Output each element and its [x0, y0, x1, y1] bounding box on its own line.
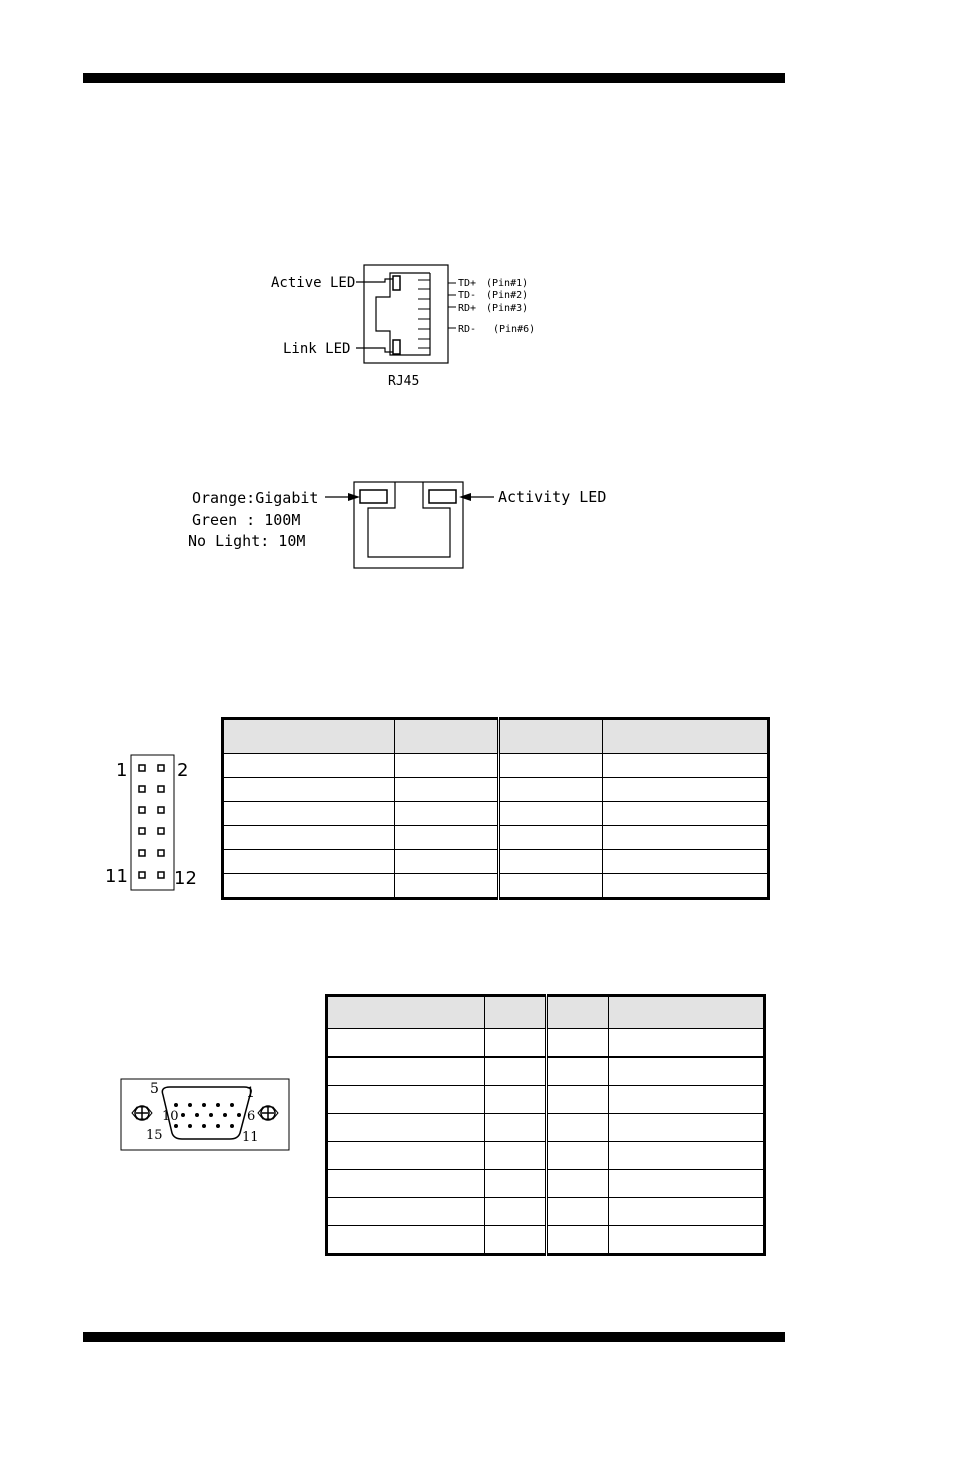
- vga-pin10-label: 10: [162, 1109, 179, 1124]
- speed-line-10m: No Light: 10M: [188, 532, 306, 550]
- activity-arrow: [459, 493, 494, 501]
- pin6-number: (Pin#6): [493, 324, 536, 335]
- rj45-pin-diagram: [260, 255, 560, 395]
- header-12pin-diagram: [100, 750, 210, 900]
- pin1-label: 1: [116, 760, 128, 781]
- vga-pins: [174, 1103, 241, 1128]
- vga-pin5-label: 5: [150, 1081, 159, 1097]
- pin3-number: (Pin#3): [486, 303, 529, 314]
- header-cell: [609, 996, 765, 1029]
- table-header-row: [223, 719, 769, 754]
- table-row: [327, 1170, 765, 1198]
- table-row: [327, 1029, 765, 1058]
- table-row: [223, 850, 769, 874]
- pin11-label: 11: [105, 866, 128, 887]
- speed-led-box: [360, 490, 387, 503]
- table-header-row: [327, 996, 765, 1029]
- active-led-label: Active LED: [271, 275, 356, 291]
- speed-line-100m: Green : 100M: [192, 511, 301, 529]
- table-row: [327, 1057, 765, 1086]
- table-row: [223, 826, 769, 850]
- contact-lines: [418, 280, 430, 348]
- header-cell: [499, 719, 603, 754]
- table-row: [223, 778, 769, 802]
- table-row: [327, 1114, 765, 1142]
- table-row: [327, 1198, 765, 1226]
- vga-connector-diagram: [118, 1075, 294, 1155]
- rj45-label: RJ45: [388, 374, 420, 389]
- header-cell: [327, 996, 485, 1029]
- header-cell: [395, 719, 499, 754]
- pin2-signal: TD-: [458, 290, 477, 301]
- vga-pin1-label: 1: [246, 1085, 255, 1101]
- table-row: [223, 754, 769, 778]
- pin1-signal: TD+: [458, 278, 477, 289]
- vga-pin11-label: 11: [242, 1130, 259, 1145]
- header-pins: [139, 765, 164, 878]
- activity-led-box: [429, 490, 456, 503]
- vga-pin15-label: 15: [146, 1128, 163, 1143]
- rj45-led-diagram: [180, 475, 620, 575]
- header-cell: [485, 996, 547, 1029]
- vga-pin6-label: 6: [247, 1109, 256, 1124]
- jack-opening: [368, 482, 450, 557]
- speed-line-gigabit: Orange:Gigabit: [192, 489, 319, 507]
- jack-body: [354, 482, 463, 568]
- table-row: [327, 1142, 765, 1170]
- rj45-jack-outline: [376, 273, 430, 355]
- pin3-signal: RD+: [458, 303, 477, 314]
- active-led-box: [393, 276, 400, 290]
- pin1-number: (Pin#1): [486, 278, 529, 289]
- pin2-label: 2: [177, 760, 189, 781]
- screw-left-icon: [132, 1106, 152, 1120]
- header-cell: [603, 719, 769, 754]
- pin2-number: (Pin#2): [486, 290, 529, 301]
- bottom-rule: [83, 1332, 785, 1342]
- link-led-box: [393, 340, 400, 354]
- active-led-leader: [356, 279, 393, 282]
- header-outline: [131, 755, 174, 890]
- header-cell: [223, 719, 395, 754]
- screw-right-icon: [258, 1106, 278, 1120]
- link-led-label: Link LED: [283, 341, 351, 357]
- table-row: [223, 874, 769, 899]
- pin12-label: 12: [174, 868, 197, 889]
- pin6-signal: RD-: [458, 324, 477, 335]
- top-rule: [83, 73, 785, 83]
- table-row: [327, 1226, 765, 1255]
- activity-led-label: Activity LED: [498, 488, 607, 506]
- link-led-leader: [356, 348, 393, 352]
- vga-pin-table: [325, 994, 766, 1256]
- speed-arrow: [325, 493, 360, 501]
- pin-leaders: [448, 283, 456, 328]
- header-pin-table: [221, 717, 770, 900]
- table-row: [327, 1086, 765, 1114]
- header-cell: [547, 996, 609, 1029]
- table-row: [223, 802, 769, 826]
